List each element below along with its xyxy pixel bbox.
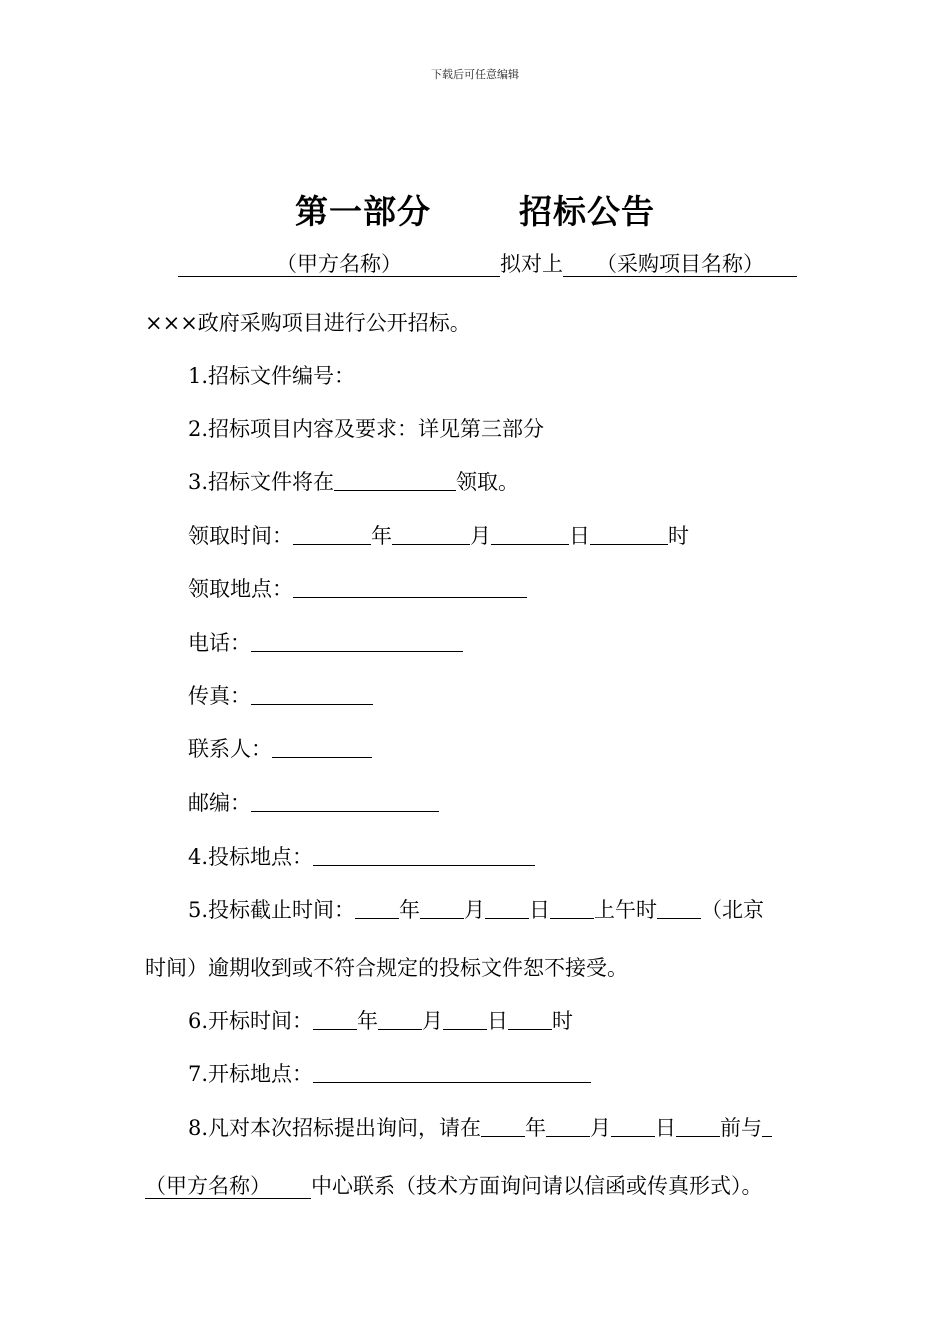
item-7	[188, 1060, 591, 1088]
year-blank	[313, 1007, 357, 1030]
item-3-suffix: 领取。	[456, 470, 520, 494]
title-name: 招标公告	[519, 192, 655, 231]
day-blank	[485, 896, 529, 919]
year-unit: 年	[525, 1116, 547, 1140]
phone-row	[188, 629, 463, 657]
blank-field	[334, 468, 456, 491]
hour-unit: 时	[668, 524, 689, 548]
collect-place-label: 领取地点：	[188, 577, 293, 601]
item-7-label: 7.开标地点：	[188, 1062, 314, 1086]
item-8-before: 前与	[720, 1116, 763, 1140]
month-unit: 月	[470, 524, 491, 548]
blank-field	[272, 735, 372, 758]
day-blank	[443, 1007, 487, 1030]
contact-label: 联系人：	[188, 737, 272, 761]
title-part: 第一部分	[295, 192, 431, 231]
hour-blank	[508, 1007, 552, 1030]
item-8-line-2	[145, 1172, 763, 1200]
item-6-label: 6.开标时间：	[188, 1009, 314, 1033]
zip-row	[188, 789, 439, 817]
item-4	[188, 843, 535, 871]
item-4-label: 4.投标地点：	[188, 845, 314, 869]
before-blank	[676, 1114, 720, 1137]
year-blank	[293, 522, 371, 545]
page-title	[0, 186, 950, 233]
day-unit: 日	[655, 1116, 677, 1140]
intro-mid-text: 拟对上	[500, 252, 563, 276]
item-2: 2.招标项目内容及要求：详见第三部分	[188, 417, 545, 441]
year-blank	[481, 1114, 525, 1137]
blank-field	[313, 1060, 591, 1083]
am-blank	[550, 896, 594, 919]
hour-unit: 时	[552, 1009, 574, 1033]
collect-time-label: 领取时间：	[188, 524, 293, 548]
blank-field	[293, 575, 527, 598]
item-3	[188, 468, 519, 496]
item-5-label: 5.投标截止时间：	[188, 898, 356, 922]
intro-line-1	[178, 250, 797, 278]
blank-field	[762, 1114, 772, 1137]
blank-field	[251, 629, 463, 652]
page-header-watermark: 下载后可任意编辑	[431, 68, 519, 81]
item-8-label: 8.凡对本次招标提出询问，请在	[188, 1116, 482, 1140]
am-hour-label: 上午时	[594, 898, 658, 922]
year-unit: 年	[399, 898, 421, 922]
hour-blank	[590, 522, 668, 545]
item-5-line-2: 时间）逾期收到或不符合规定的投标文件恕不接受。	[145, 956, 628, 980]
month-blank	[420, 896, 464, 919]
phone-label: 电话：	[188, 631, 251, 655]
month-blank	[378, 1007, 422, 1030]
blank-field	[251, 789, 439, 812]
blank-field	[313, 843, 535, 866]
item-3-prefix: 3.招标文件将在	[188, 470, 335, 494]
collect-time-row	[188, 522, 689, 550]
intro-line-2: ×××政府采购项目进行公开招标。	[145, 311, 471, 335]
contact-row	[188, 735, 372, 763]
year-blank	[355, 896, 399, 919]
item-6	[188, 1007, 573, 1035]
item-1: 1.招标文件编号：	[188, 364, 356, 388]
item-8-contact-text: 中心联系（技术方面询问请以信函或传真形式）。	[311, 1174, 763, 1198]
day-blank	[491, 522, 569, 545]
fax-row	[188, 682, 373, 710]
hour-blank	[657, 896, 701, 919]
year-unit: 年	[371, 524, 392, 548]
item-5-tail: （北京	[701, 898, 765, 922]
day-unit: 日	[529, 898, 551, 922]
day-unit: 日	[569, 524, 590, 548]
month-blank	[392, 522, 470, 545]
day-unit: 日	[487, 1009, 509, 1033]
blank-field	[251, 682, 373, 705]
month-unit: 月	[422, 1009, 444, 1033]
item-8	[188, 1114, 772, 1142]
month-unit: 月	[464, 898, 486, 922]
fax-label: 传真：	[188, 684, 251, 708]
month-unit: 月	[590, 1116, 612, 1140]
zip-label: 邮编：	[188, 791, 251, 815]
day-blank	[611, 1114, 655, 1137]
collect-place-row	[188, 575, 527, 603]
year-unit: 年	[357, 1009, 379, 1033]
month-blank	[546, 1114, 590, 1137]
project-name-field: （采购项目名称）	[563, 252, 797, 277]
item-5	[188, 896, 764, 924]
party-name-field: （甲方名称）	[178, 252, 500, 277]
party-name-field: （甲方名称）	[145, 1174, 311, 1199]
